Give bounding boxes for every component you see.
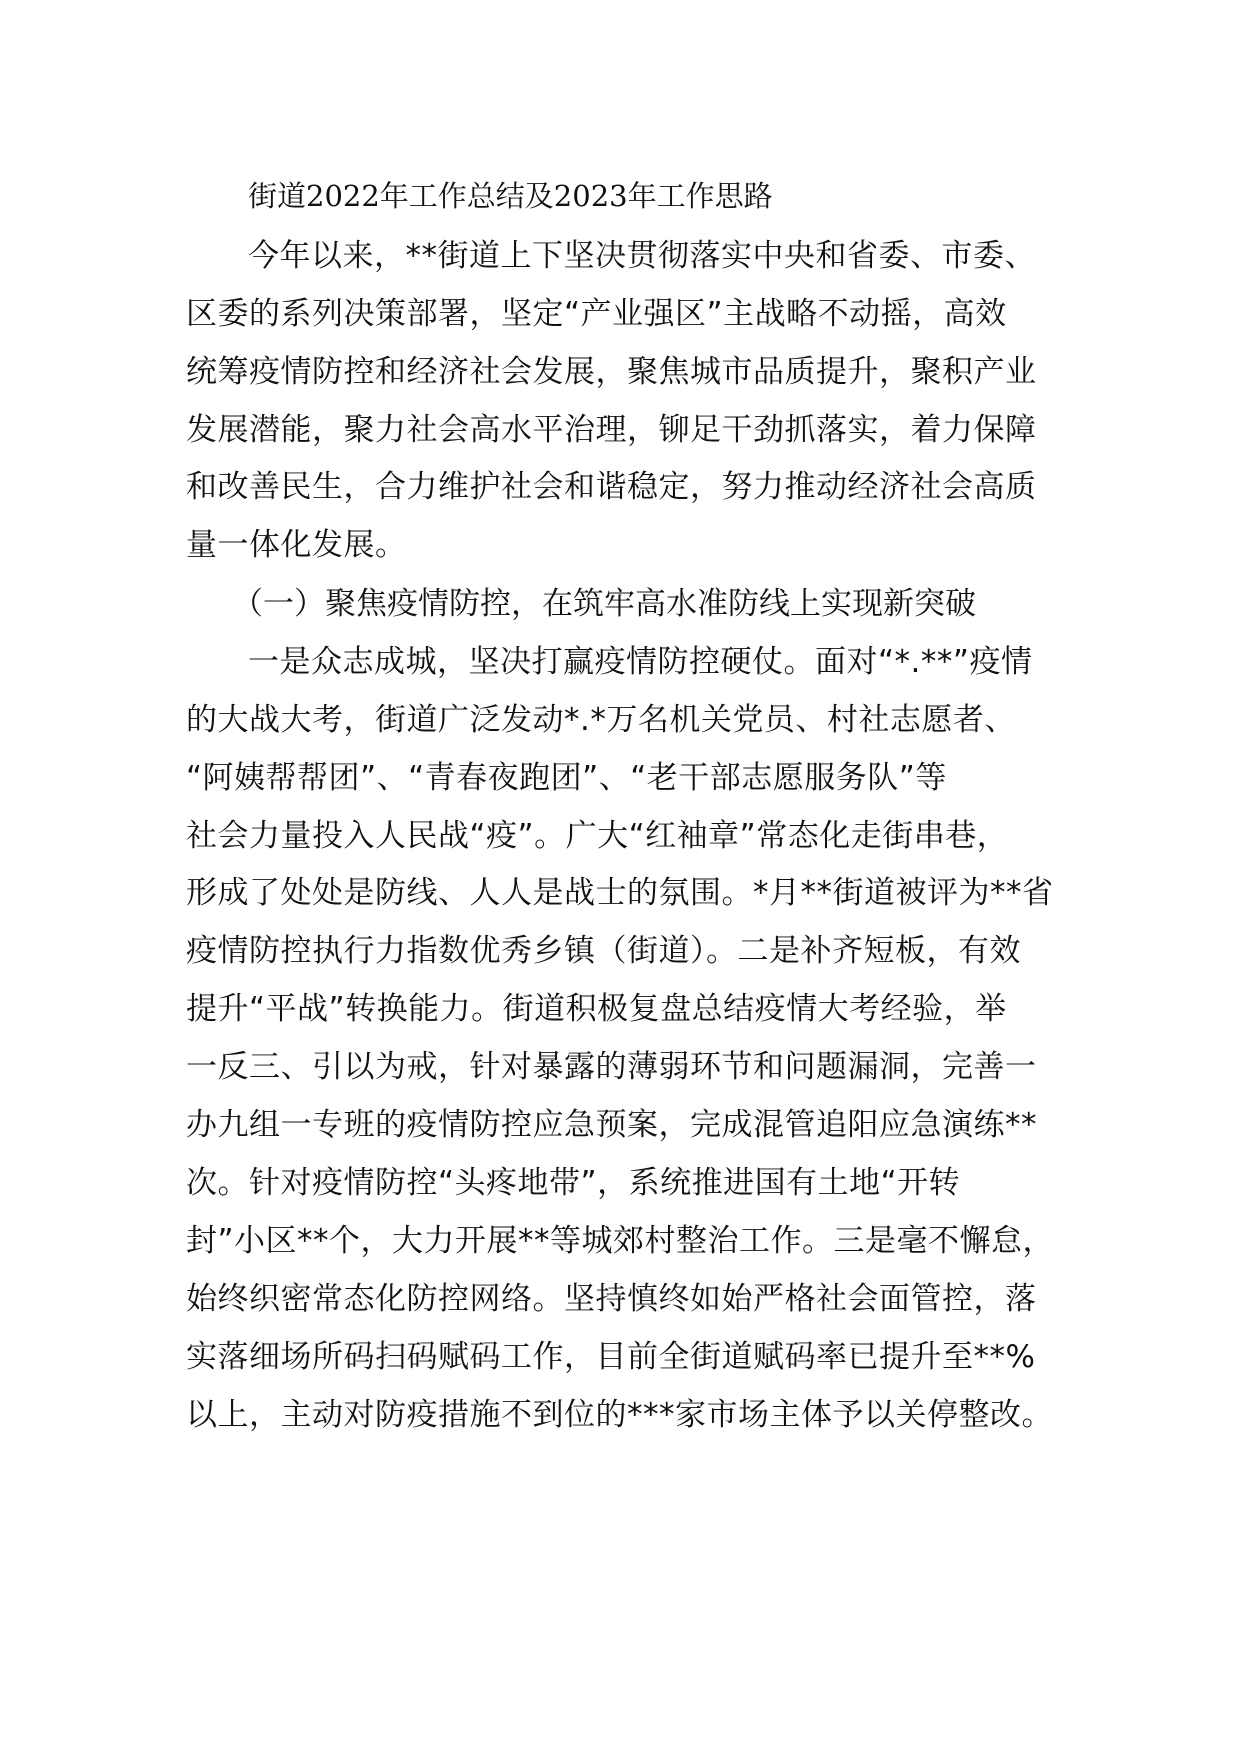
paragraph-line: 量一体化发展。 [186, 527, 407, 563]
paragraph-line: 一反三、引以为戒，针对暴露的薄弱环节和问题漏洞，完善一 [186, 1049, 1037, 1085]
paragraph-line: 统筹疫情防控和经济社会发展，聚焦城市品质提升，聚积产业 [186, 354, 1037, 390]
paragraph-line: 次。针对疫情防控“头疼地带”，系统推进国有土地“开转 [186, 1165, 961, 1201]
paragraph-line: 和改善民生，合力维护社会和谐稳定，努力推动经济社会高质 [186, 469, 1037, 505]
paragraph-line: 的大战大考，街道广泛发动*.*万名机关党员、村社志愿者、 [186, 702, 1016, 738]
paragraph-line: 形成了处处是防线、人人是战士的氛围。*月**街道被评为**省 [186, 875, 1054, 911]
paragraph-line: 封”小区**个，大力开展**等城郊村整治工作。三是毫不懈怠， [186, 1223, 1055, 1259]
paragraph-line: 办九组一专班的疫情防控应急预案，完成混管追阳应急演练** [186, 1107, 1037, 1143]
paragraph-line: 实落细场所码扫码赋码工作，目前全街道赋码率已提升至**% [186, 1339, 1036, 1375]
paragraph-line: 今年以来，**街道上下坚决贯彻落实中央和省委、市委、 [248, 238, 1036, 274]
paragraph-line: 以上，主动对防疫措施不到位的***家市场主体予以关停整改。 [186, 1397, 1053, 1433]
paragraph-line: 区委的系列决策部署，坚定“产业强区”主战略不动摇，高效 [186, 296, 1007, 332]
section-heading: （一）聚焦疫情防控，在筑牢高水准防线上实现新突破 [232, 586, 976, 622]
paragraph-line: 一是众志成城，坚决打赢疫情防控硬仗。面对“*.**”疫情 [248, 644, 1033, 680]
paragraph-line: 疫情防控执行力指数优秀乡镇（街道）。二是补齐短板，有效 [186, 933, 1021, 969]
paragraph-line: 提升“平战”转换能力。街道积极复盘总结疫情大考经验，举 [186, 991, 1007, 1027]
document-title: 街道2022年工作总结及2023年工作思路 [248, 179, 773, 213]
paragraph-line: 发展潜能，聚力社会高水平治理，铆足干劲抓落实，着力保障 [186, 412, 1037, 448]
paragraph-line: 始终织密常态化防控网络。坚持慎终如始严格社会面管控，落 [186, 1281, 1037, 1317]
paragraph-line: “阿姨帮帮团”、“青春夜跑团”、“老干部志愿服务队”等 [186, 760, 947, 796]
paragraph-line: 社会力量投入人民战“疫”。广大“红袖章”常态化走街串巷， [186, 818, 1009, 854]
